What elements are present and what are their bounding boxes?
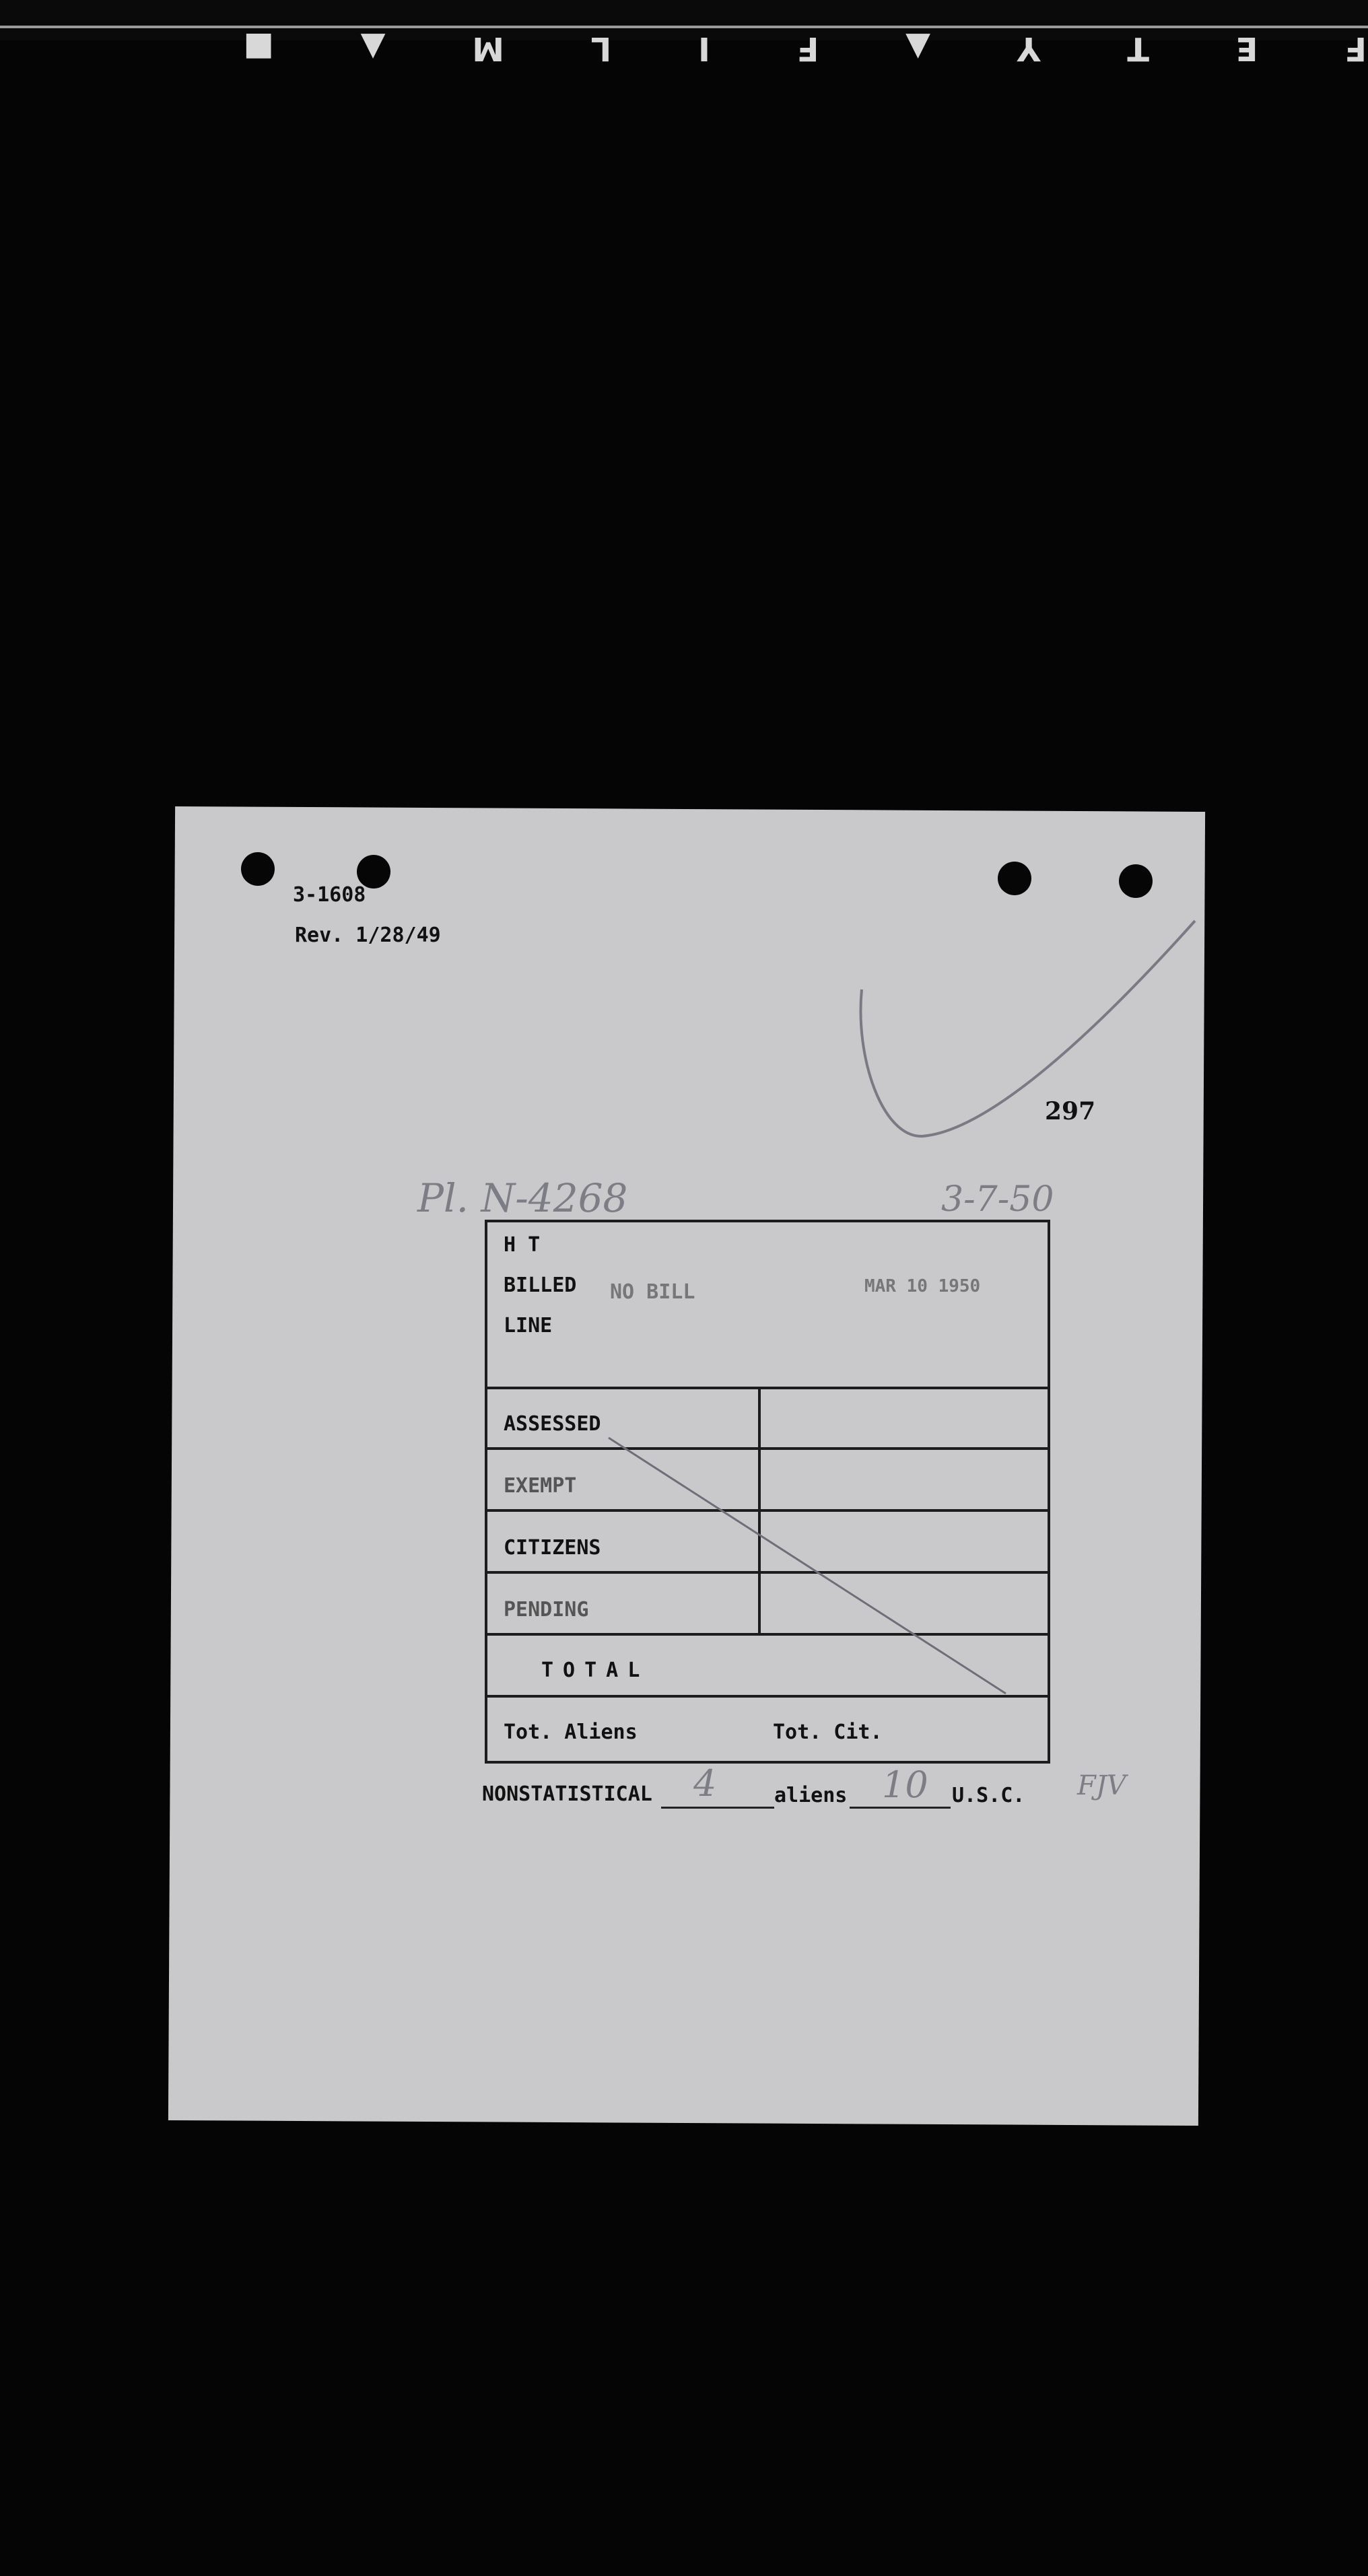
header-line-ht: H T — [504, 1233, 541, 1257]
usc-fill-line — [850, 1807, 951, 1809]
row-assessed-label: ASSESSED — [504, 1412, 601, 1436]
aliens-fill-line — [661, 1807, 774, 1809]
row-pending-label: PENDING — [504, 1598, 589, 1622]
punch-hole — [241, 852, 275, 886]
usc-label: U.S.C. — [952, 1784, 1025, 1807]
film-glyph: E — [1235, 30, 1258, 67]
handwritten-date: 3-7-50 — [941, 1179, 1054, 1220]
initials: FJV — [1077, 1770, 1126, 1801]
row-citizens-label: CITIZENS — [504, 1536, 601, 1560]
form-number: 3-1608 — [293, 883, 366, 907]
tot-cit-label: Tot. Cit. — [773, 1720, 883, 1744]
film-strip-label — [243, 27, 1367, 67]
page-number: 297 — [1045, 1097, 1096, 1125]
header-line-line: LINE — [504, 1314, 553, 1337]
stamp-no-bill: NO BILL — [610, 1280, 695, 1304]
film-glyph: L — [590, 30, 612, 67]
film-glyph: F — [1344, 30, 1367, 67]
tot-aliens-label: Tot. Aliens — [504, 1720, 638, 1744]
film-glyph: T — [1127, 30, 1149, 67]
form-revision: Rev. 1/28/49 — [295, 924, 441, 947]
stamp-date: MAR 10 1950 — [864, 1276, 981, 1296]
nonstatistical-label: NONSTATISTICAL — [482, 1782, 652, 1806]
row-exempt-label: EXEMPT — [504, 1474, 577, 1498]
film-glyph: M — [472, 30, 504, 67]
film-glyph: ▲ — [905, 30, 931, 67]
film-glyph: ▲ — [360, 30, 386, 67]
pen-stroke — [855, 915, 1205, 1151]
film-glyph: F — [796, 30, 819, 67]
aliens-label: aliens — [774, 1784, 848, 1807]
strike-through-line — [487, 1222, 1053, 1766]
tally-form — [485, 1220, 1050, 1764]
handwritten-id: Pl. N-4268 — [417, 1175, 628, 1221]
usc-count: 10 — [882, 1764, 928, 1806]
punch-hole — [1119, 864, 1153, 898]
film-glyph: Y — [1017, 30, 1041, 67]
aliens-count: 4 — [693, 1762, 717, 1805]
film-glyph: I — [698, 30, 710, 67]
total-label: TOTAL — [541, 1659, 650, 1682]
punch-hole — [998, 862, 1031, 895]
header-line-billed: BILLED — [504, 1274, 577, 1297]
film-glyph: ■ — [243, 30, 274, 67]
